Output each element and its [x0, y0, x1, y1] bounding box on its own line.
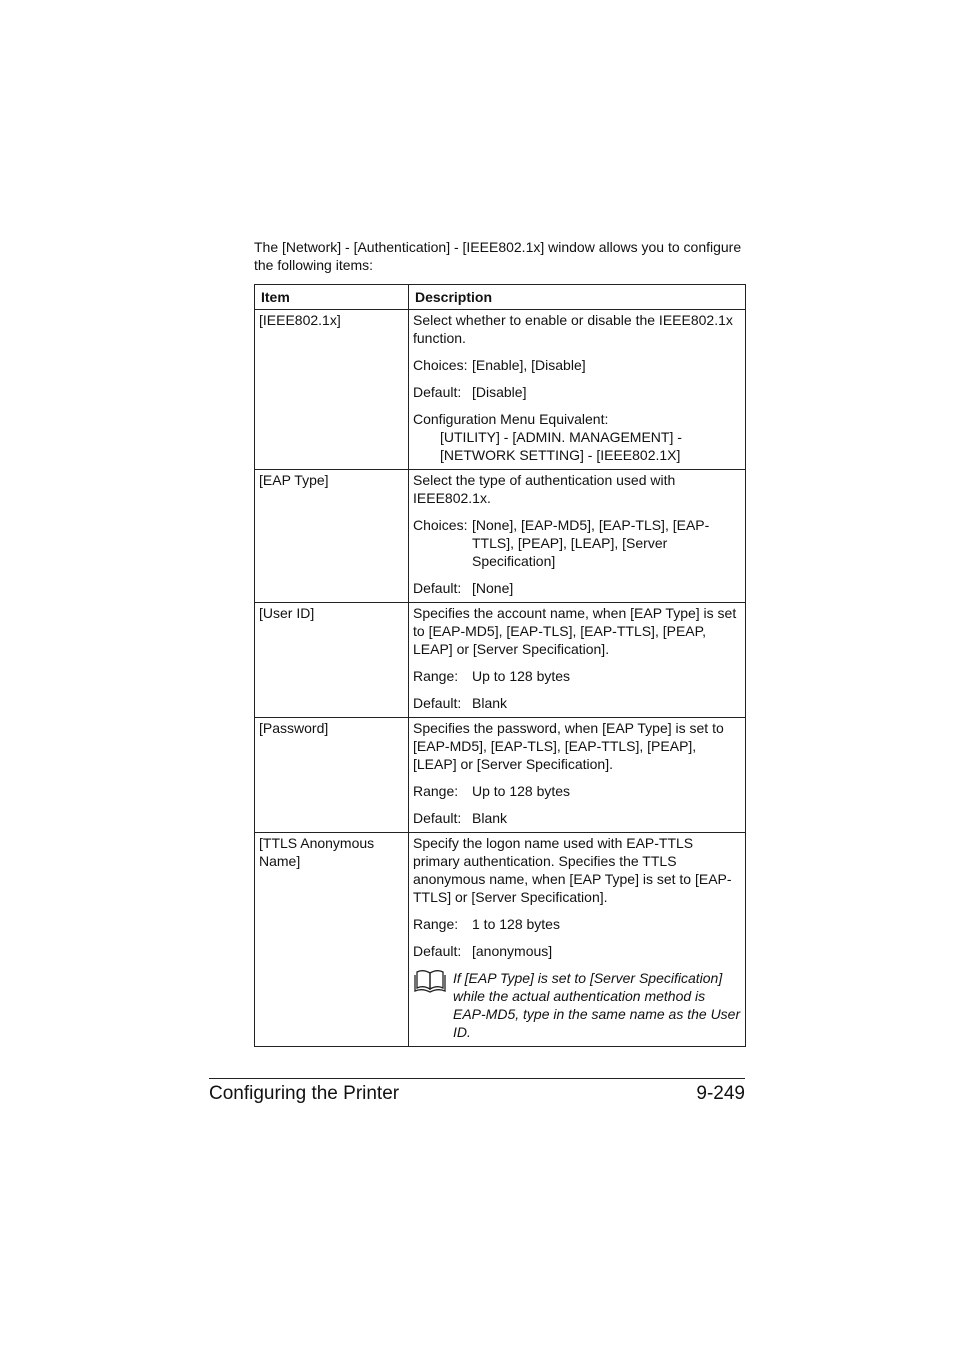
config-label: Configuration Menu Equivalent: — [413, 411, 609, 427]
default-value: Blank — [472, 695, 508, 711]
range-label: Range: — [413, 668, 459, 684]
description-cell — [409, 718, 746, 833]
header-description: Description — [409, 285, 746, 310]
description-cell — [409, 310, 746, 470]
intro-paragraph: The [Network] - [Authentication] - [IEEE802.1x] window allows you to configure the following items: — [254, 239, 742, 273]
footer-title: Configuring the Printer — [209, 1083, 400, 1104]
header-item: Item — [255, 285, 409, 310]
default-label: Default: — [413, 384, 462, 400]
range-label: Range: — [413, 916, 459, 932]
item-cell: [User ID] — [255, 603, 409, 718]
item-cell: [IEEE802.1x] — [255, 310, 409, 470]
table-row — [255, 833, 746, 1047]
default-value: [anonymous] — [472, 943, 553, 959]
range-line — [413, 667, 741, 685]
range-value: 1 to 128 bytes — [472, 916, 560, 932]
choices-label: Choices: — [413, 517, 468, 533]
range-value: Up to 128 bytes — [472, 783, 571, 799]
default-line — [413, 383, 741, 401]
default-value: Blank — [472, 810, 508, 826]
item-cell: [Password] — [255, 718, 409, 833]
default-label: Default: — [413, 695, 462, 711]
config-equivalent — [413, 410, 741, 464]
footer-rule — [209, 1078, 745, 1079]
default-label: Default: — [413, 580, 462, 596]
table-row — [255, 470, 746, 603]
description-text: Specify the logon name used with EAP-TTLS primary authentication. Specifies the TTLS anonymous name, when [EAP Type] is set to [EAP-TTLS] or [Server Specification]. — [413, 835, 732, 905]
default-line — [413, 694, 741, 712]
page-number: 9-249 — [696, 1083, 745, 1104]
default-line — [413, 809, 741, 827]
choices-label: Choices: — [413, 357, 468, 373]
range-value: Up to 128 bytes — [472, 668, 571, 684]
table-row — [255, 718, 746, 833]
table-row — [255, 603, 746, 718]
table-header-row — [255, 285, 746, 310]
choices-value: [None], [EAP-MD5], [EAP-TLS], [EAP-TTLS], [PEAP], [LEAP], [Server Specification] — [472, 517, 710, 569]
config-path-line: [NETWORK SETTING] - [IEEE802.1X] — [440, 447, 681, 463]
default-label: Default: — [413, 810, 462, 826]
range-label: Range: — [413, 783, 459, 799]
choices-value: [Enable], [Disable] — [472, 357, 586, 373]
description-text: Select whether to enable or disable the IEEE802.1x function. — [413, 312, 733, 346]
description-cell — [409, 833, 746, 1047]
note-text: If [EAP Type] is set to [Server Specification] while the actual authentication method is EAP-MD5, type in the same name as the User ID. — [453, 970, 741, 1040]
choices-line — [413, 356, 741, 374]
settings-table — [254, 284, 746, 1047]
default-line — [413, 579, 741, 597]
note-block — [413, 969, 741, 1041]
default-value: [None] — [472, 580, 514, 596]
description-text: Specifies the account name, when [EAP Type] is set to [EAP-MD5], [EAP-TLS], [EAP-TTLS], [PEAP, LEAP] or [Server Specification]. — [413, 605, 737, 657]
book-note-icon — [413, 969, 453, 1041]
description-text: Specifies the password, when [EAP Type] is set to [EAP-MD5], [EAP-TLS], [EAP-TTLS], [PEAP], [LEAP] or [Server Specification]. — [413, 720, 724, 772]
range-line — [413, 915, 741, 933]
description-text: Select the type of authentication used with IEEE802.1x. — [413, 472, 676, 506]
table-row — [255, 310, 746, 470]
range-line — [413, 782, 741, 800]
config-path-line: [UTILITY] - [ADMIN. MANAGEMENT] - — [440, 429, 682, 445]
default-value: [Disable] — [472, 384, 527, 400]
item-cell: [TTLS Anonymous Name] — [255, 833, 409, 1047]
item-cell: [EAP Type] — [255, 470, 409, 603]
default-label: Default: — [413, 943, 462, 959]
description-cell — [409, 470, 746, 603]
description-cell — [409, 603, 746, 718]
choices-line — [413, 516, 741, 570]
default-line — [413, 942, 741, 960]
